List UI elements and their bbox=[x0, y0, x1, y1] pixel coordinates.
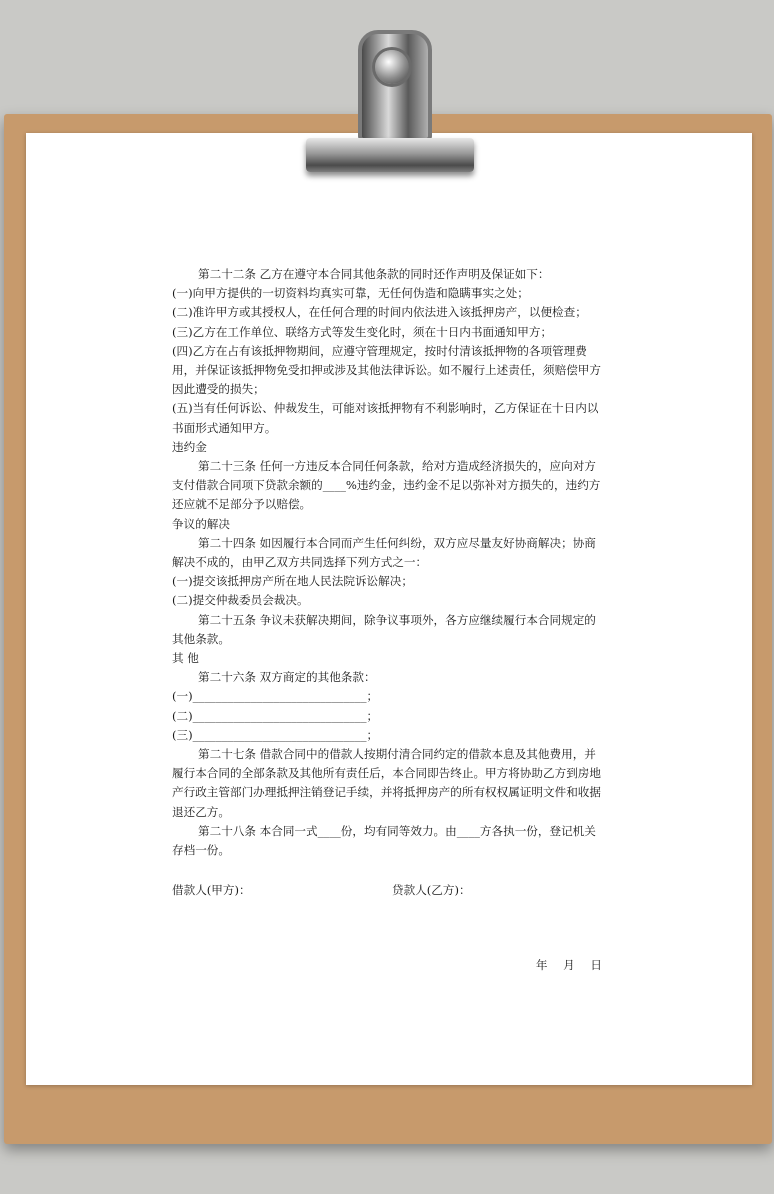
contract-paragraph: (二)准许甲方或其授权人，在任何合理的时间内依法进入该抵押房产，以便检查； bbox=[172, 305, 587, 320]
binder-clip-icon bbox=[358, 30, 432, 142]
contract-paragraph: (三)______________________________； bbox=[172, 727, 379, 742]
contract-paragraph: (二)提交仲裁委员会裁决。 bbox=[172, 593, 309, 608]
section-heading: 其 他 bbox=[172, 651, 199, 666]
clip-base bbox=[306, 138, 474, 172]
contract-paragraph: 第二十六条 双方商定的其他条款： bbox=[198, 670, 376, 685]
contract-paragraph: (四)乙方在占有该抵押物期间，应遵守管理规定，按时付清该抵押物的各项管理费用，并保证该抵押物免受扣押或涉及其他法律诉讼。如不履行上述责任，须赔偿甲方因此遭受的损失； bbox=[172, 343, 601, 397]
section-heading: 违约金 bbox=[172, 439, 207, 454]
contract-paragraph: 第二十二条 乙方在遵守本合同其他条款的同时还作声明及保证如下： bbox=[198, 267, 550, 281]
contract-paragraph: 第二十四条 如因履行本合同而产生任何纠纷，双方应尽量友好协商解决；协商解决不成的，由甲乙双方共同选择下列方式之一： bbox=[172, 535, 596, 570]
contract-body bbox=[172, 265, 604, 860]
date-line: 年 月 日 bbox=[535, 958, 602, 972]
contract-paragraph: 第二十七条 借款合同中的借款人按期付清合同约定的借款本息及其他费用，并履行本合同的全部条款及其他所有责任后，本合同即告终止。甲方将协助乙方到房地产行政主管部门办理抵押注销登记手续，并将抵押房产的所有权权属证明文件和收据退还乙方。 bbox=[172, 747, 601, 819]
section-heading: 争议的解决 bbox=[172, 516, 230, 531]
contract-paragraph: (一)向甲方提供的一切资料均真实可靠，无任何伪造和隐瞒事实之处； bbox=[172, 286, 529, 301]
contract-paragraph: 第二十八条 本合同一式____份，均有同等效力。由____方各执一份，登记机关存档一份。 bbox=[172, 823, 596, 858]
contract-paragraph: (五)当有任何诉讼、仲裁发生，可能对该抵押物有不利影响时，乙方保证在十日内以书面形式通知甲方。 bbox=[172, 401, 599, 435]
signature-row bbox=[172, 882, 604, 902]
contract-paragraph: (一)______________________________； bbox=[172, 689, 379, 704]
contract-paragraph: (三)乙方在工作单位、联络方式等发生变化时，须在十日内书面通知甲方； bbox=[172, 324, 553, 339]
clip-rivet-icon bbox=[375, 50, 409, 84]
lender-signature-label: 贷款人(乙方)： bbox=[392, 883, 471, 897]
borrower-signature-label: 借款人(甲方)： bbox=[172, 883, 251, 897]
contract-paragraph: (二)______________________________； bbox=[172, 708, 379, 723]
contract-paragraph: 第二十五条 争议未获解决期间，除争议事项外，各方应继续履行本合同规定的其他条款。 bbox=[172, 612, 596, 646]
contract-paragraph: 第二十三条 任何一方违反本合同任何条款，给对方造成经济损失的，应向对方支付借款合同项下贷款余额的____%违约金，违约金不足以弥补对方损失的，违约方还应就不足部分予以赔偿。 bbox=[172, 459, 601, 512]
contract-paragraph: (一)提交该抵押房产所在地人民法院诉讼解决； bbox=[172, 574, 413, 589]
